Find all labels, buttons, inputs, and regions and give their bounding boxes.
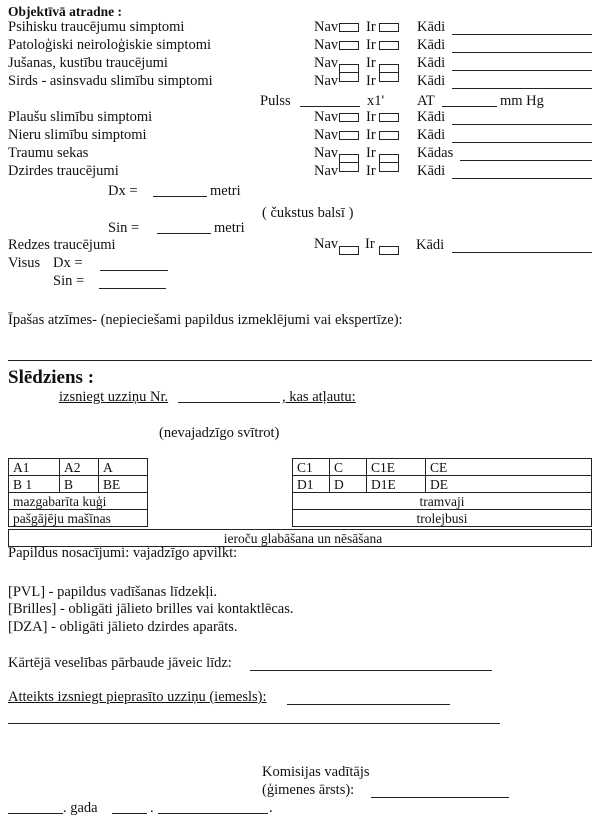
category-table-left <box>8 458 148 527</box>
bp-label: AT <box>417 93 435 109</box>
category-row <box>9 510 148 527</box>
vision-no-checkbox[interactable] <box>339 246 359 255</box>
next-check-label: Kārtējā veselības pārbaude jāveic līdz: <box>8 655 232 671</box>
yes-checkbox[interactable] <box>379 154 399 172</box>
symptom-label: Sirds - asinsvadu slimību simptomi <box>8 73 213 89</box>
which-label: Kādi <box>417 19 446 35</box>
hearing-sin-unit: metri <box>214 220 245 236</box>
issue-suffix: , kas atļautu: <box>282 389 356 405</box>
no-label: Nav <box>314 73 339 89</box>
category-cell[interactable]: A2 <box>60 459 99 476</box>
visus-dx-field[interactable] <box>100 270 168 271</box>
category-row <box>9 530 592 547</box>
category-cell[interactable]: D1 <box>293 476 330 493</box>
no-label: Nav <box>314 55 339 71</box>
date-end: . <box>269 800 273 816</box>
category-cell[interactable]: B 1 <box>9 476 60 493</box>
category-row <box>293 459 592 476</box>
refused-reason-field-2[interactable] <box>8 723 500 724</box>
refused-reason-field[interactable] <box>287 704 450 705</box>
no-label: Nav <box>314 19 339 35</box>
pulse-label: Pulss <box>260 93 291 109</box>
which-field[interactable] <box>460 160 592 161</box>
yes-label: Ir <box>366 73 376 89</box>
issue-prefix: izsniegt uzziņu Nr. <box>59 389 169 405</box>
which-label: Kādi <box>417 37 446 53</box>
category-cell[interactable]: B <box>60 476 99 493</box>
visus-sin-label: Sin = <box>53 273 85 289</box>
category-cell[interactable]: pašgājēju mašīnas <box>9 510 148 527</box>
visus-dx-label: Dx = <box>53 255 83 271</box>
issue-number-field[interactable] <box>178 402 280 403</box>
yes-label: Ir <box>366 163 376 179</box>
which-field[interactable] <box>452 142 592 143</box>
symptom-label: Patoloģiski neiroloģiskie simptomi <box>8 37 211 53</box>
yes-label: Ir <box>366 109 376 125</box>
which-field[interactable] <box>452 88 592 89</box>
hearing-dx-field[interactable] <box>153 196 207 197</box>
category-cell[interactable]: DE <box>426 476 592 493</box>
vision-yes-label: Ir <box>365 236 375 252</box>
symptom-label: Dzirdes traucējumi <box>8 163 119 179</box>
category-cell[interactable]: D <box>330 476 367 493</box>
bp-unit: mm Hg <box>500 93 544 109</box>
yes-label: Ir <box>366 55 376 71</box>
which-label: Kādi <box>417 109 446 125</box>
visus-sin-field[interactable] <box>99 288 166 289</box>
which-field[interactable] <box>452 124 592 125</box>
hearing-dx-unit: metri <box>210 183 241 199</box>
yes-label: Ir <box>366 127 376 143</box>
category-row <box>9 459 148 476</box>
category-cell[interactable]: A <box>99 459 148 476</box>
no-checkbox[interactable] <box>339 154 359 172</box>
which-label: Kādi <box>417 55 446 71</box>
no-label: Nav <box>314 145 339 161</box>
vision-yes-checkbox[interactable] <box>379 246 399 255</box>
yes-checkbox[interactable] <box>379 131 399 140</box>
hearing-sin-label: Sin = <box>108 220 140 236</box>
category-cell[interactable]: C1 <box>293 459 330 476</box>
category-cell[interactable]: D1E <box>367 476 426 493</box>
no-label: Nav <box>314 37 339 53</box>
condition-item[interactable]: [DZA] - obligāti jālieto dzirdes aparāts. <box>8 619 238 635</box>
symptom-label: Plaušu slimību simptomi <box>8 109 153 125</box>
category-row <box>293 510 592 527</box>
symptom-label: Traumu sekas <box>8 145 89 161</box>
no-checkbox[interactable] <box>339 41 359 50</box>
which-label: Kādi <box>417 73 446 89</box>
category-cell[interactable]: BE <box>99 476 148 493</box>
refused-label: Atteikts izsniegt pieprasīto uzziņu (iemesls): <box>8 689 267 705</box>
category-row <box>293 476 592 493</box>
section-title-objective: Objektīvā atradne : <box>8 4 122 19</box>
conditions-title: Papildus nosacījumi: vajadzīgo apvilkt: <box>8 545 238 561</box>
yes-checkbox[interactable] <box>379 64 399 82</box>
signature-title: Komisijas vadītājs <box>262 764 370 780</box>
which-label: Kādas <box>417 145 454 161</box>
no-checkbox[interactable] <box>339 113 359 122</box>
hearing-sin-field[interactable] <box>157 233 211 234</box>
condition-item[interactable]: [Brilles] - obligāti jālieto brilles vai kontaktlēcas. <box>8 601 294 617</box>
strike-note: (nevajadzīgo svītrot) <box>159 425 280 441</box>
no-checkbox[interactable] <box>339 131 359 140</box>
which-field[interactable] <box>452 178 592 179</box>
signature-field[interactable] <box>371 797 509 798</box>
bp-field[interactable] <box>442 106 497 107</box>
no-label: Nav <box>314 109 339 125</box>
category-table-right <box>292 458 592 527</box>
signature-subtitle: (ģimenes ārsts): <box>262 782 355 798</box>
yes-checkbox[interactable] <box>379 113 399 122</box>
condition-item[interactable]: [PVL] - papildus vadīšanas līdzekļi. <box>8 584 217 600</box>
category-cell[interactable]: C1E <box>367 459 426 476</box>
category-row <box>9 476 148 493</box>
conclusion-title: Slēdziens : <box>8 367 95 388</box>
yes-checkbox[interactable] <box>379 41 399 50</box>
no-checkbox[interactable] <box>339 64 359 82</box>
visus-label: Visus <box>8 255 41 271</box>
pulse-unit: x1' <box>367 93 385 109</box>
which-label: Kādi <box>417 127 446 143</box>
which-label: Kādi <box>417 163 446 179</box>
category-cell[interactable]: CE <box>426 459 592 476</box>
hearing-note: ( čukstus balsī ) <box>262 205 354 221</box>
category-row <box>293 493 592 510</box>
vision-which-field[interactable] <box>452 252 592 253</box>
date-year-field[interactable] <box>8 813 63 814</box>
date-year-label: . gada <box>63 800 98 816</box>
symptom-label: Jušanas, kustību traucējumi <box>8 55 168 71</box>
special-notes-label: Īpašas atzīmes- (nepieciešami papildus izmeklējumi vai ekspertīze): <box>8 312 403 328</box>
date-separator: . <box>150 800 154 816</box>
category-cell[interactable]: A1 <box>9 459 60 476</box>
category-cell[interactable]: mazgabarīta kuģi <box>9 493 148 510</box>
next-check-field[interactable] <box>250 670 492 671</box>
no-checkbox[interactable] <box>339 23 359 32</box>
vision-no-label: Nav <box>314 236 339 252</box>
vision-label: Redzes traucējumi <box>8 237 116 253</box>
category-cell[interactable]: trolejbusi <box>293 510 592 527</box>
no-label: Nav <box>314 127 339 143</box>
vision-which-label: Kādi <box>416 237 445 253</box>
yes-label: Ir <box>366 37 376 53</box>
which-field[interactable] <box>452 34 592 35</box>
yes-checkbox[interactable] <box>379 23 399 32</box>
yes-label: Ir <box>366 145 376 161</box>
no-label: Nav <box>314 163 339 179</box>
category-cell[interactable]: C <box>330 459 367 476</box>
symptom-label: Nieru slimību simptomi <box>8 127 147 143</box>
special-notes-field[interactable] <box>8 360 592 361</box>
which-field[interactable] <box>452 70 592 71</box>
category-cell[interactable]: tramvaji <box>293 493 592 510</box>
date-month-field[interactable] <box>158 813 268 814</box>
yes-label: Ir <box>366 19 376 35</box>
date-day-field[interactable] <box>112 813 147 814</box>
hearing-dx-label: Dx = <box>108 183 138 199</box>
category-cell[interactable]: ieroču glabāšana un nēsāšana <box>9 530 592 547</box>
symptom-label: Psihisku traucējumu simptomi <box>8 19 185 35</box>
pulse-field[interactable] <box>300 106 360 107</box>
category-row <box>9 493 148 510</box>
which-field[interactable] <box>452 52 592 53</box>
